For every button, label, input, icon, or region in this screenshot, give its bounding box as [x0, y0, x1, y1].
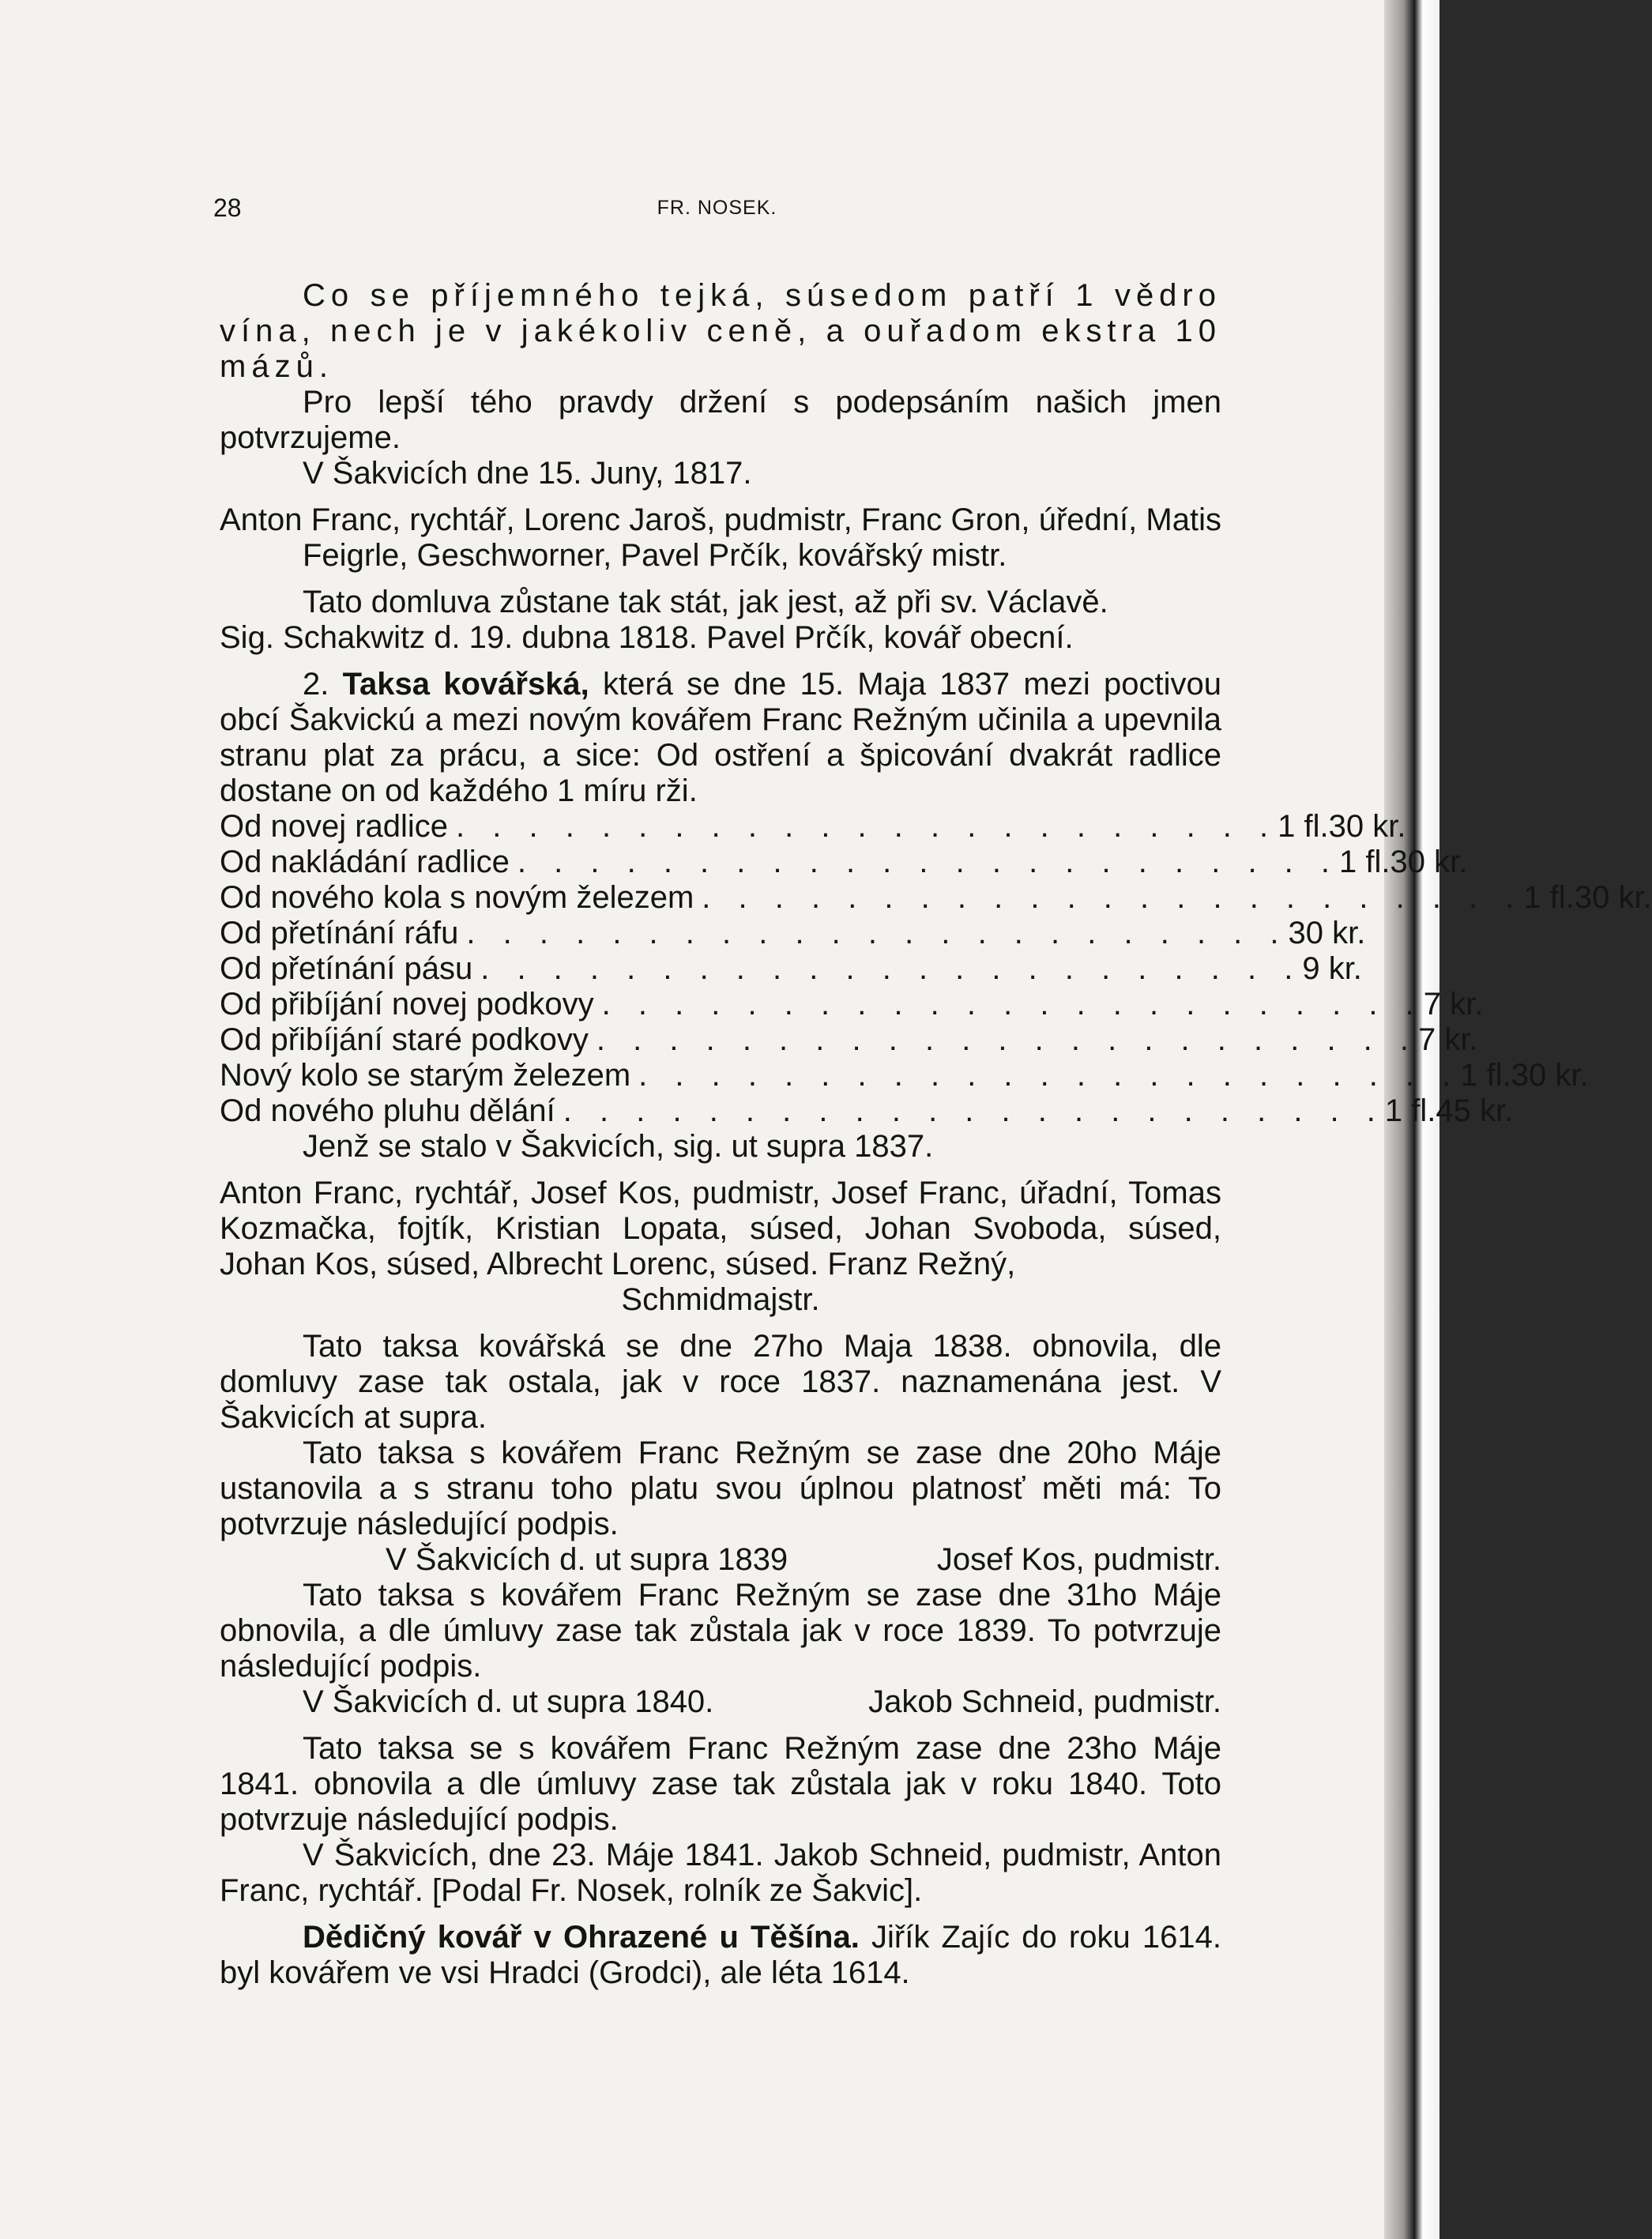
tax-item-kreuzers: 7 kr. — [1418, 1022, 1478, 1057]
section-heading: Taksa kovářská, — [342, 667, 589, 702]
section-number: 2. — [303, 667, 329, 702]
tax-item-label: Od přibíjání novej podkovy — [220, 987, 594, 1022]
paragraph-9-signature: Schmidmajstr. — [621, 1282, 820, 1317]
tax-item-florins: 1 fl. — [1278, 809, 1329, 844]
paragraph-5: Tato domluva zůstane tak stát, jak jest, až při sv. Václavě. — [303, 585, 1108, 619]
dot-leader: . . . . . . . . . . . . . . . . . . . . . . . — [456, 809, 1278, 844]
signature-1839: Josef Kos, pudmistr. — [936, 1542, 1221, 1577]
section-heading-ohrazena: Dědičný kovář v Ohrazené u Těšína. — [303, 1920, 860, 1955]
date-line-1840: V Šakvicích d. ut supra 1840. — [303, 1684, 714, 1719]
tax-item-kreuzers: 45 kr. — [1436, 1093, 1514, 1128]
tax-item-label: Od přetínání ráfu — [220, 916, 459, 950]
tax-row — [220, 951, 1362, 987]
page-header — [213, 194, 1221, 233]
paragraph-8: Jenž se stalo v Šakvicích, sig. ut supra 1837. — [303, 1129, 934, 1164]
tax-row — [220, 809, 1406, 845]
tax-item-label: Od nového pluhu dělání — [220, 1093, 555, 1128]
section-text-ohrazena: Jiřík Zajíc do roku 1614. byl kovářem ve vsi Hradci (Grodci), ale léta 1614. — [220, 1920, 1221, 1990]
tax-item-kreuzers: 9 kr. — [1302, 951, 1362, 986]
tax-row — [220, 880, 1652, 916]
paragraph-10: Tato taksa kovářská se dne 27ho Maja 1838. obnovila, dle domluvy zase tak ostala, jak v roce 1837. naznamenána jest. V Šakvicích at supra. — [220, 1329, 1221, 1435]
tax-row — [220, 1093, 1514, 1129]
tax-row — [220, 1022, 1478, 1058]
tax-item-kreuzers: 7 kr. — [1423, 987, 1484, 1022]
tax-item-label: Od nakládání radlice — [220, 845, 510, 879]
dot-leader: . . . . . . . . . . . . . . . . . . . . . . . — [596, 1022, 1419, 1057]
dot-leader: . . . . . . . . . . . . . . . . . . . . . . . — [702, 880, 1524, 915]
tax-item-florins: 1 fl. — [1339, 845, 1390, 879]
tax-item-label: Od přibíjání staré podkovy — [220, 1022, 589, 1057]
tax-row — [220, 987, 1484, 1022]
paragraph-9: Anton Franc, rychtář, Josef Kos, pudmistr, Josef Franc, úřadní, Tomas Kozmačka, fojtík, Kristian Lopata, súsed, Johan Svoboda, súsed, Johan Kos, súsed, Albrecht Lorenc, súsed. Franz Režný, — [220, 1176, 1221, 1281]
dot-leader: . . . . . . . . . . . . . . . . . . . . . . . — [517, 845, 1340, 879]
paragraph-15: Tato taksa se s kovářem Franc Režným zase dne 23ho Máje 1841. obnovila a dle úmluvy zase tak zůstala jak v roku 1840. Toto potvrzuje následující podpis. — [220, 1731, 1221, 1837]
tax-row — [220, 916, 1366, 951]
paragraph-2: Pro lepší tého pravdy držení s podepsáním našich jmen potvrzujeme. — [220, 385, 1221, 455]
tax-item-kreuzers: 30 kr. — [1288, 916, 1366, 950]
tax-item-kreuzers: 30 kr. — [1511, 1058, 1589, 1093]
paragraph-17 — [220, 1920, 1221, 1991]
body-text — [220, 278, 1652, 1991]
date-line-1839: V Šakvicích d. ut supra 1839 — [386, 1542, 788, 1577]
dot-leader: . . . . . . . . . . . . . . . . . . . . . . . — [480, 951, 1303, 986]
paragraph-11: Tato taksa s kovářem Franc Režným se zase dne 20ho Máje ustanovila a s stranu toho platu svou úplnou platnosť měti má: To potvrzuje následující podpis. — [220, 1436, 1221, 1541]
tax-item-label: Od přetínání pásu — [220, 951, 473, 986]
tax-row — [220, 845, 1468, 880]
paragraph-12 — [220, 1542, 1221, 1578]
running-head: FR. NOSEK. — [657, 197, 777, 219]
tax-item-florins: 1 fl. — [1460, 1058, 1511, 1093]
section-text: která se dne 15. Maja 1837 mezi poctivou obcí Šakvickú a mezi novým kovářem Franc Režným učinila a upevnila stranu plat za prácu, a sice: Od ostření a špicování dvakrát radlice dostane on od každého 1 míru rži. — [220, 667, 1221, 808]
tax-item-florins: 1 fl. — [1523, 880, 1575, 915]
dot-leader: . . . . . . . . . . . . . . . . . . . . . . . — [601, 987, 1424, 1022]
tax-item-kreuzers: 30 kr. — [1328, 809, 1406, 844]
dot-leader: . . . . . . . . . . . . . . . . . . . . . . . — [466, 916, 1289, 950]
dot-leader: . . . . . . . . . . . . . . . . . . . . . . . — [638, 1058, 1461, 1093]
paragraph-1: Co se příjemného tejká, súsedom patří 1 vědro vína, nech je v jakékoliv ceně, a ouřadom ekstra 10 mázů. — [220, 278, 1221, 384]
page-number: 28 — [213, 194, 242, 222]
tax-item-kreuzers: 30 kr. — [1390, 845, 1468, 879]
tax-item-kreuzers: 30 kr. — [1574, 880, 1652, 915]
tax-table — [220, 809, 1652, 1129]
dot-leader: . . . . . . . . . . . . . . . . . . . . . . . — [563, 1093, 1385, 1128]
tax-item-label: Od nového kola s novým železem — [220, 880, 694, 915]
paragraph-3: V Šakvicích dne 15. Juny, 1817. — [303, 456, 752, 491]
tax-item-label: Od novej radlice — [220, 809, 449, 844]
tax-item-florins: 1 fl. — [1384, 1093, 1436, 1128]
paragraph-14 — [220, 1684, 1221, 1720]
paragraph-13: Tato taksa s kovářem Franc Režným se zase dne 31ho Máje obnovila, a dle úmluvy zase tak zůstala jak v roce 1839. To potvrzuje následující podpis. — [220, 1578, 1221, 1684]
paragraph-6: Sig. Schakwitz d. 19. dubna 1818. Pavel Prčík, kovář obecní. — [220, 620, 1074, 655]
signature-1840: Jakob Schneid, pudmistr. — [868, 1684, 1221, 1719]
tax-item-label: Nový kolo se starým železem — [220, 1058, 631, 1093]
tax-row — [220, 1058, 1589, 1093]
paragraph-16: V Šakvicích, dne 23. Máje 1841. Jakob Schneid, pudmistr, Anton Franc, rychtář. [Podal Fr. Nosek, rolník ze Šakvic]. — [220, 1838, 1221, 1908]
paragraph-4: Anton Franc, rychtář, Lorenc Jaroš, pudmistr, Franc Gron, úřední, Matis Feigrle, Geschworner, Pavel Prčík, kovářský mistr. — [220, 502, 1221, 573]
paragraph-7 — [220, 667, 1221, 809]
